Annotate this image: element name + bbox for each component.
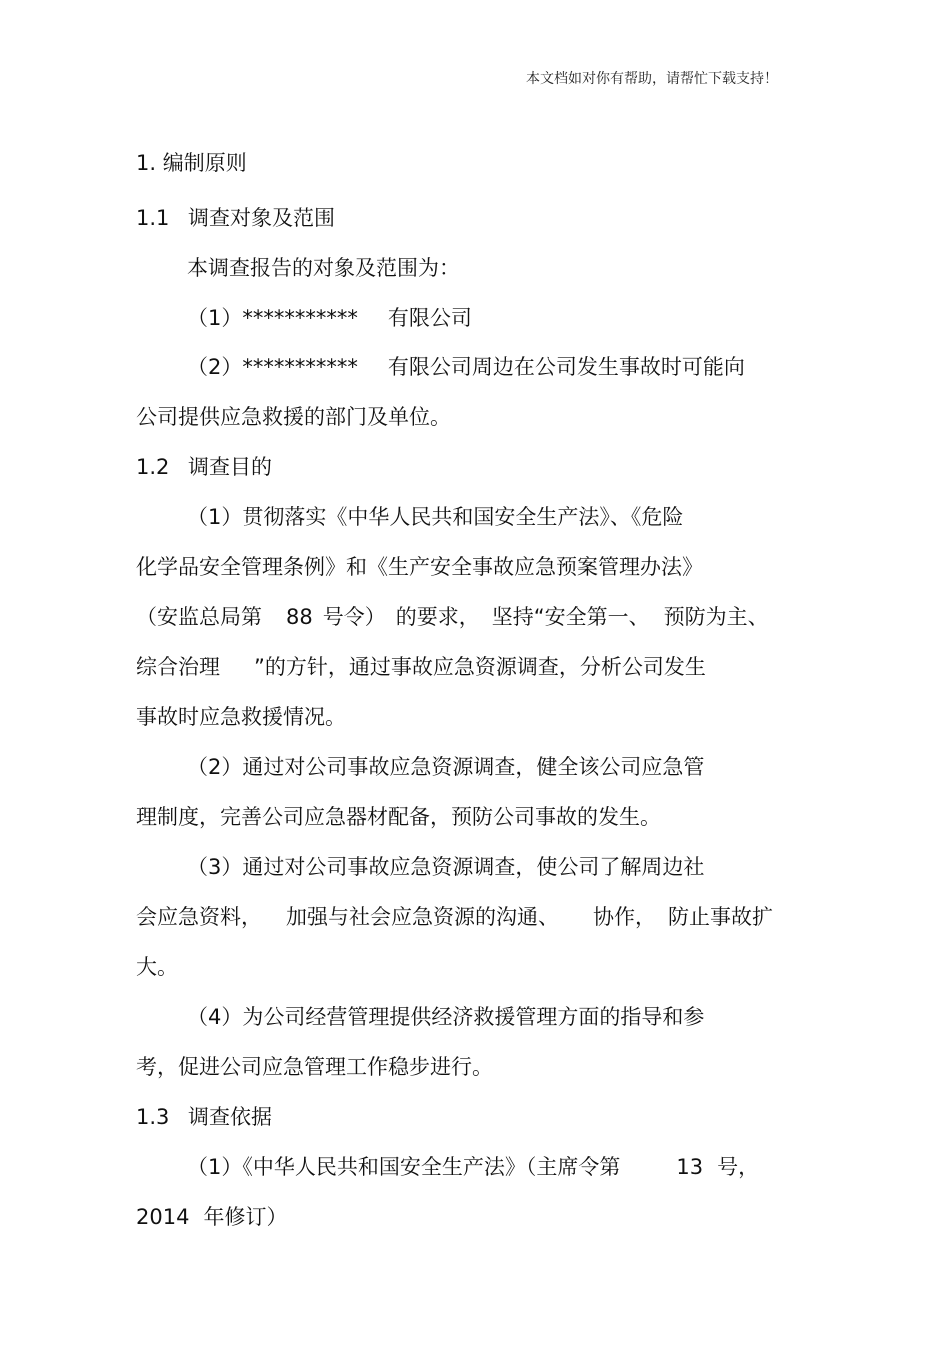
paragraph-line — [136, 902, 773, 932]
heading-1-1 — [136, 203, 335, 233]
page-header: 本文档如对你有帮助，请帮忙下载支持！ — [526, 71, 778, 87]
text-run: 坚持“安全第一、 — [491, 605, 650, 629]
heading-1-1-number: 1.1 — [136, 206, 170, 230]
paragraph-line — [136, 652, 706, 682]
item-text: 有限公司周边在公司发生事故时可能向 — [387, 355, 745, 379]
heading-1-text: 1. 编制原则 — [136, 151, 247, 175]
heading-1 — [136, 148, 247, 178]
text-run: 2014 — [136, 1205, 190, 1229]
heading-1-3-number: 1.3 — [136, 1105, 170, 1129]
text-run: 号令） — [322, 605, 386, 629]
paragraph-line: （4）为公司经营管理提供经济救援管理方面的指导和参 — [187, 1005, 705, 1029]
heading-1-2-title: 调查目的 — [188, 455, 272, 479]
paragraph-line — [136, 602, 769, 632]
item-number: （1） — [187, 306, 243, 330]
paragraph: 本调查报告的对象及范围为： — [187, 256, 460, 280]
text-run: （安监总局第 — [136, 605, 262, 629]
text-run: （1）《中华人民共和国安全生产法》（主席令第 — [187, 1155, 621, 1179]
list-item — [187, 303, 472, 333]
paragraph-line: 理制度，完善公司应急器材配备，预防公司事故的发生。 — [136, 805, 661, 829]
text-run: 号， — [717, 1155, 760, 1179]
paragraph-line: 大。 — [136, 955, 178, 979]
text-run: 年修订） — [203, 1205, 288, 1229]
paragraph-line: （3）通过对公司事故应急资源调查，使公司了解周边社 — [187, 855, 705, 879]
text-run: 会应急资料， — [136, 905, 262, 929]
text-run: 综合治理 — [136, 655, 220, 679]
text-run: 协作， — [593, 905, 656, 929]
item-stars: *********** — [242, 306, 358, 330]
item-stars: *********** — [242, 355, 358, 379]
heading-1-3 — [136, 1102, 272, 1132]
text-run: 防止事故扩 — [668, 905, 773, 929]
paragraph-line: 考，促进公司应急管理工作稳步进行。 — [136, 1055, 493, 1079]
list-item-continuation: 公司提供应急救援的部门及单位。 — [136, 405, 451, 429]
heading-1-3-title: 调查依据 — [188, 1105, 272, 1129]
heading-1-1-title: 调查对象及范围 — [188, 206, 335, 230]
text-run: 13 — [676, 1155, 704, 1179]
paragraph-line — [187, 1152, 759, 1182]
paragraph-line: （1）贯彻落实《中华人民共和国安全生产法》、《危险 — [187, 505, 684, 529]
paragraph-line — [136, 1202, 287, 1232]
heading-1-2-number: 1.2 — [136, 455, 170, 479]
heading-1-2 — [136, 452, 272, 482]
list-item — [187, 352, 745, 382]
text-run: 88 — [286, 605, 313, 629]
text-run: 预防为主、 — [663, 605, 769, 629]
paragraph-line: 化学品安全管理条例》和《生产安全事故应急预案管理办法》 — [136, 555, 703, 579]
paragraph-line: 事故时应急救援情况。 — [136, 705, 346, 729]
text-run: 加强与社会应急资源的沟通、 — [286, 905, 559, 929]
text-run: 的要求， — [395, 605, 480, 629]
text-run: ”的方针，通过事故应急资源调查，分析公司发生 — [254, 655, 706, 679]
item-number: （2） — [187, 355, 243, 379]
paragraph-line: （2）通过对公司事故应急资源调查，健全该公司应急管 — [187, 755, 705, 779]
item-text: 有限公司 — [387, 306, 472, 330]
